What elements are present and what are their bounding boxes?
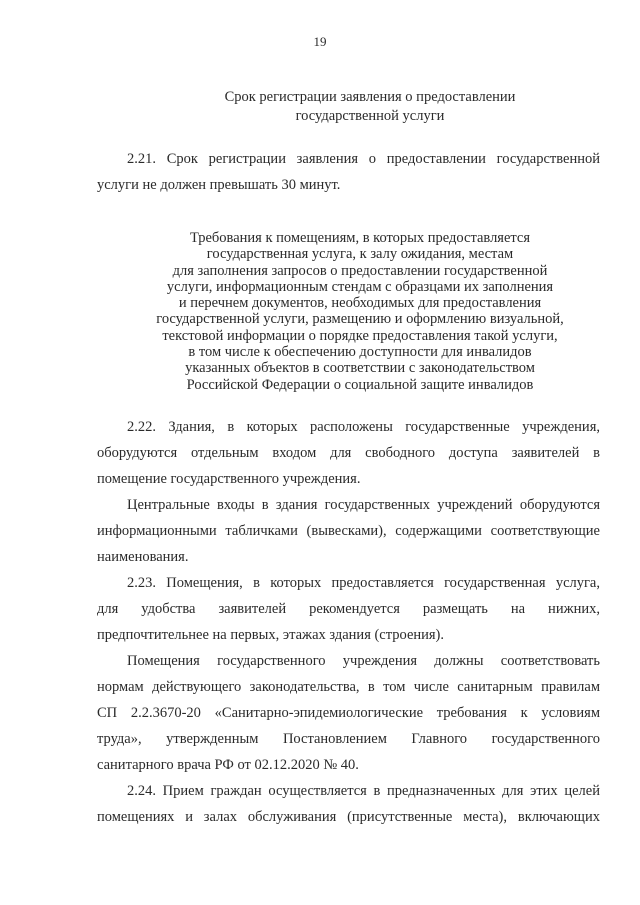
section-title-line: государственной услуги, размещению и оформлению визуальной, xyxy=(156,311,564,328)
paragraph-rooms-requirements xyxy=(97,648,600,778)
paragraph-line: для удобства заявителей рекомендуется размещать на нижних, xyxy=(97,601,600,617)
paragraph-2-23 xyxy=(97,570,600,648)
paragraph-line: труда», утвержденным Постановлением Главного государственного xyxy=(97,731,600,747)
paragraph-line: нормам действующего законодательства, в том числе санитарным правилам xyxy=(97,679,600,695)
section-title-line: в том числе к обеспечению доступности для инвалидов xyxy=(188,344,532,361)
paragraph-line: наименования. xyxy=(97,549,189,565)
paragraph-line: помещениях и залах обслуживания (присутственные места), включающих xyxy=(97,809,600,825)
paragraph-line: СП 2.2.3670-20 «Санитарно-эпидемиологические требования к условиям xyxy=(97,705,600,721)
section-title-line: государственной услуги xyxy=(295,108,445,124)
paragraph-2-22 xyxy=(97,414,600,492)
section-title-line: услуги, информационным стендам с образцами их заполнения xyxy=(166,278,554,295)
section-title-line: указанных объектов в соответствии с законодательством xyxy=(185,360,535,377)
section-title-line: Срок регистрации заявления о предоставлении xyxy=(224,89,516,105)
paragraph-line: информационными табличками (вывесками), содержащими соответствующие xyxy=(97,523,600,539)
paragraph-central-entrances xyxy=(97,492,600,570)
paragraph-line: помещение государственного учреждения. xyxy=(97,471,361,487)
section-title-line: государственная услуга, к залу ожидания, местам xyxy=(206,246,514,263)
section-title-registration xyxy=(50,88,640,126)
paragraph-line: 2.22. Здания, в которых расположены государственные учреждения, xyxy=(127,419,600,435)
paragraph-line: оборудуются отдельным входом для свободного доступа заявителей в xyxy=(97,445,600,461)
section-title-line: для заполнения запросов о предоставлении государственной xyxy=(172,262,548,279)
section-title-line: и перечнем документов, необходимых для предоставления xyxy=(178,295,542,312)
paragraph-line: Помещения государственного учреждения должны соответствовать xyxy=(127,653,600,669)
paragraph-line: 2.24. Прием граждан осуществляется в предназначенных для этих целей xyxy=(127,783,600,799)
section-title-line: Российской Федерации о социальной защите инвалидов xyxy=(186,376,534,393)
section-title-line: текстовой информации о порядке предоставления такой услуги, xyxy=(162,327,558,344)
page-number: 19 xyxy=(313,34,327,49)
section-title-premises xyxy=(0,230,640,393)
paragraph-line: услуги не должен превышать 30 минут. xyxy=(97,177,341,193)
paragraph-line: 2.21. Срок регистрации заявления о предоставлении государственной xyxy=(127,151,600,167)
paragraph-2-21 xyxy=(97,146,600,198)
paragraph-line: предпочтительнее на первых, этажах здания (строения). xyxy=(97,627,445,643)
section-title-line: Требования к помещениям, в которых предоставляется xyxy=(189,230,531,246)
paragraph-line: санитарного врача РФ от 02.12.2020 № 40. xyxy=(97,757,359,773)
paragraph-line: 2.23. Помещения, в которых предоставляется государственная услуга, xyxy=(127,575,600,591)
paragraph-line: Центральные входы в здания государственных учреждений оборудуются xyxy=(127,497,600,513)
paragraph-2-24 xyxy=(97,778,600,830)
